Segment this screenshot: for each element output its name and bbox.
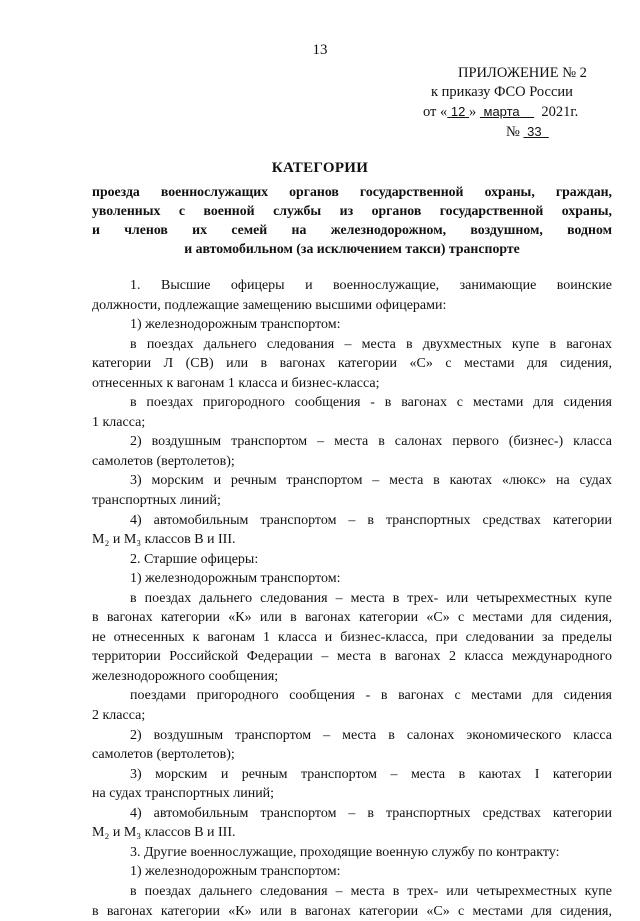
body-line: 1. Высшие офицеры и военнослужащие, занимающие воинские	[92, 276, 612, 296]
body-line: 2. Старшие офицеры:	[92, 550, 612, 570]
body-line: 1 класса;	[92, 413, 612, 433]
body-line: железнодорожного сообщения;	[92, 667, 612, 687]
body-line: в поездах дальнего следования – места в трех- или четырехместных купе	[92, 589, 612, 609]
body-line: на судах транспортных линий;	[92, 784, 612, 804]
body-line: 3. Другие военнослужащие, проходящие военную службу по контракту:	[92, 843, 612, 863]
body-line: 2 класса;	[92, 706, 612, 726]
document-body	[92, 276, 612, 921]
body-line: самолетов (вертолетов);	[92, 745, 612, 765]
document-subtitle	[92, 182, 612, 258]
body-line: должности, подлежащие замещению высшими офицерами:	[92, 296, 612, 316]
date-day	[447, 104, 469, 119]
subtitle-line: и членов их семей на железнодорожном, воздушном, водном	[92, 220, 612, 239]
appendix-number	[420, 122, 620, 142]
appendix-block	[420, 64, 620, 142]
subtitle-line: и автомобильном (за исключением такси) транспорте	[92, 239, 612, 258]
body-line: в поездах дальнего следования – места в трех- или четырехместных купе	[92, 882, 612, 902]
body-line: 2) воздушным транспортом – места в салонах первого (бизнес-) класса	[92, 432, 612, 452]
body-line: M₂ и M₃ классов B и III.	[92, 823, 612, 843]
appendix-date	[420, 102, 620, 122]
body-line: поездами пригородного сообщения - в вагонах с местами для сидения	[92, 686, 612, 706]
body-line: не отнесенных к вагонам 1 класса и бизнес-класса, при следовании за пределы	[92, 628, 612, 648]
body-line: в поездах дальнего следования – места в двухместных купе в вагонах	[92, 335, 612, 355]
number-value	[523, 124, 548, 139]
date-prefix: от «	[423, 104, 447, 120]
appendix-title: ПРИЛОЖЕНИЕ № 2	[420, 64, 620, 83]
body-line: отнесенных к вагонам 1 класса и бизнес-класса;	[92, 374, 612, 394]
body-line: 1) железнодорожным транспортом:	[92, 569, 612, 589]
body-line: 2) воздушным транспортом – места в салонах экономического класса	[92, 726, 612, 746]
body-line: в вагонах категории «К» или в вагонах категории «С» с местами для сидения,	[92, 608, 612, 628]
date-day-value: 12	[451, 104, 465, 119]
body-line: в поездах пригородного сообщения - в вагонах с местами для сидения	[92, 393, 612, 413]
date-mid: »	[469, 104, 476, 120]
page-number: 13	[0, 42, 640, 59]
body-line: 4) автомобильным транспортом – в транспортных средствах категории	[92, 511, 612, 531]
body-line: 1) железнодорожным транспортом:	[92, 862, 612, 882]
body-line: 4) автомобильным транспортом – в транспортных средствах категории	[92, 804, 612, 824]
body-line: 3) морским и речным транспортом – места в каютах «люкс» на судах	[92, 471, 612, 491]
number-prefix: №	[506, 124, 520, 140]
date-month-value: марта	[484, 104, 520, 119]
subtitle-line: уволенных с военной службы из органов государственной охраны,	[92, 201, 612, 220]
body-line: 3) морским и речным транспортом – места в каютах I категории	[92, 765, 612, 785]
body-line: транспортных линий;	[92, 491, 612, 511]
body-line: категории Л (СВ) или в вагонах категории «С» с местами для сидения,	[92, 354, 612, 374]
body-line: 1) железнодорожным транспортом:	[92, 315, 612, 335]
appendix-order-ref: к приказу ФСО России	[420, 83, 620, 102]
body-line: в вагонах категории «К» или в вагонах категории «С» с местами для сидения,	[92, 902, 612, 921]
subtitle-line: проезда военнослужащих органов государственной охраны, граждан,	[92, 182, 612, 201]
body-line: M₂ и M₃ классов B и III.	[92, 530, 612, 550]
body-line: территории Российской Федерации – места в вагонах 2 класса международного	[92, 647, 612, 667]
body-line: самолетов (вертолетов);	[92, 452, 612, 472]
number-value-text: 33	[527, 124, 541, 139]
date-year: 2021г.	[541, 104, 578, 120]
document-title: КАТЕГОРИИ	[0, 160, 640, 177]
date-month	[480, 104, 534, 119]
